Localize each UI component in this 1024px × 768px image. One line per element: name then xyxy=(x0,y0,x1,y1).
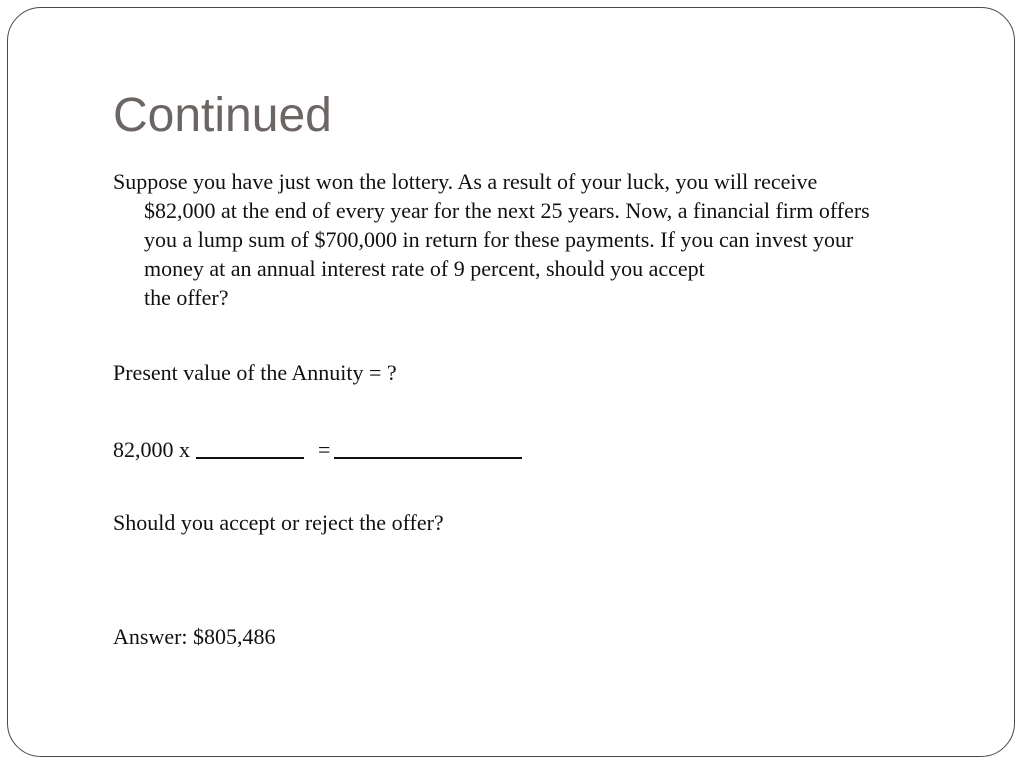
present-value-prompt: Present value of the Annuity = ? xyxy=(113,360,397,385)
calculation-line xyxy=(113,433,973,465)
slide-title: Continued xyxy=(113,89,332,142)
question-line: Suppose you have just won the lottery. As a result of your luck, you will receive xyxy=(113,169,818,194)
question-line: $82,000 at the end of every year for the next 25 years. Now, a financial firm offers xyxy=(144,198,870,223)
question-line: money at an annual interest rate of 9 percent, should you accept xyxy=(144,256,705,281)
question-line: you a lump sum of $700,000 in return for these payments. If you can invest your xyxy=(144,227,854,252)
annuity-amount: 82,000 x xyxy=(113,437,190,462)
result-blank xyxy=(334,435,522,459)
answer-text: Answer: $805,486 xyxy=(113,624,276,649)
question-paragraph xyxy=(113,167,973,312)
question-line: the offer? xyxy=(144,285,229,310)
factor-blank xyxy=(196,435,304,459)
equals-sign: = xyxy=(318,437,331,462)
accept-reject-prompt: Should you accept or reject the offer? xyxy=(113,510,444,535)
